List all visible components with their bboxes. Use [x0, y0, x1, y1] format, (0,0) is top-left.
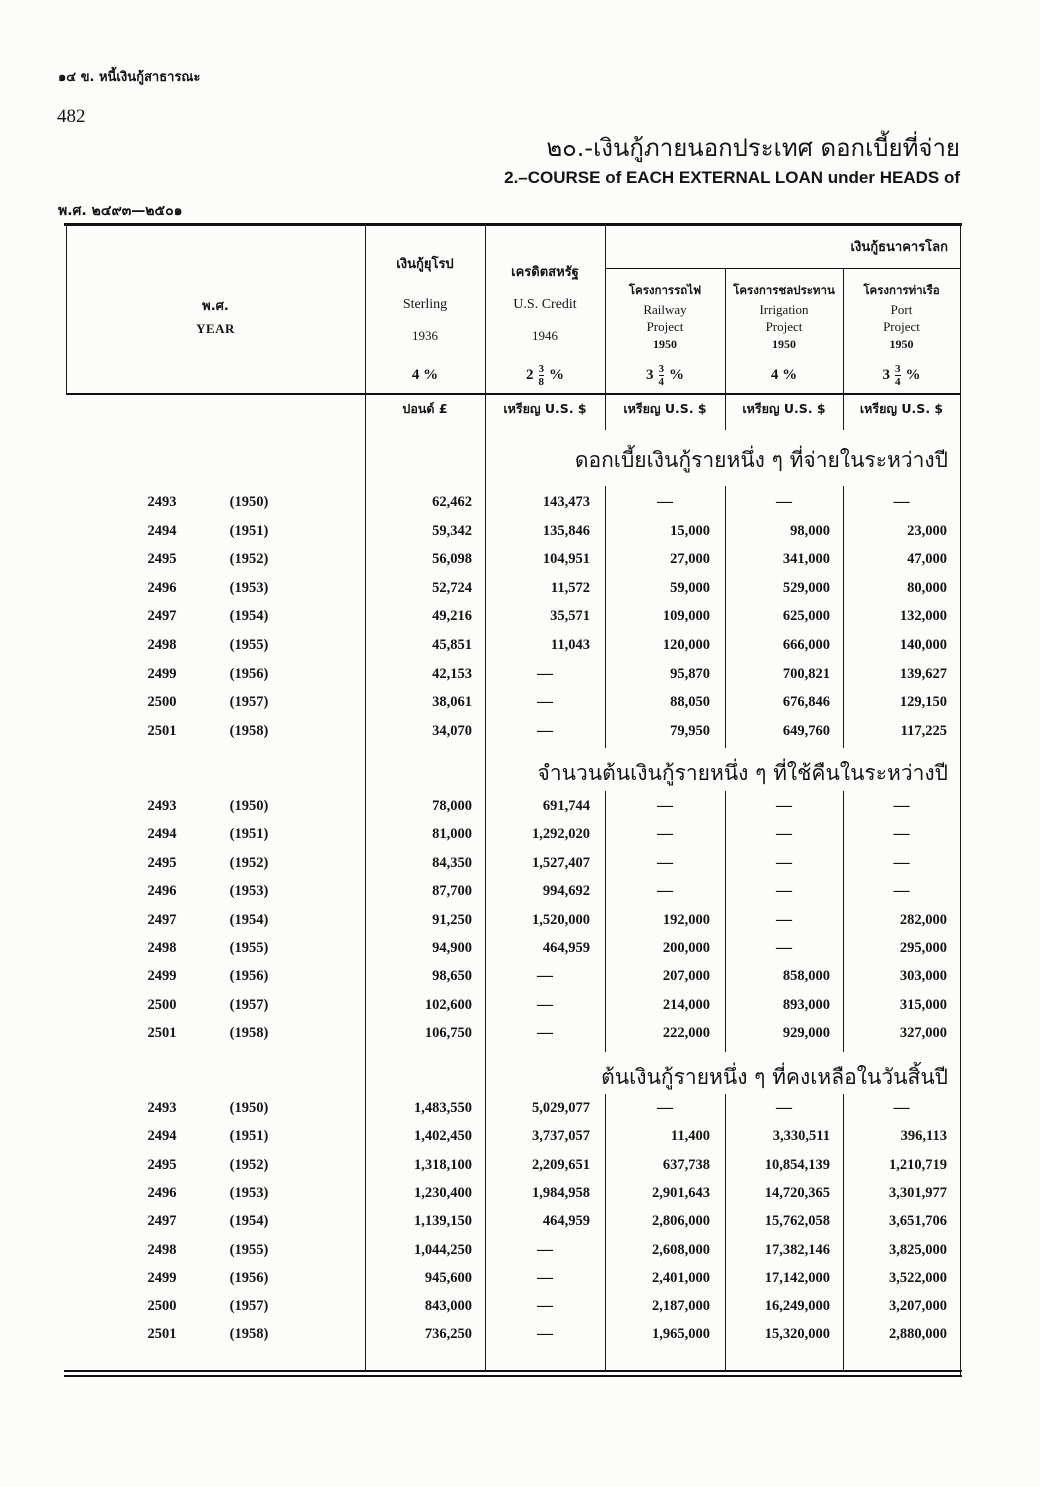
cell-us-credit: 1,984,958 [532, 1184, 590, 1201]
railway-header-project: Project [646, 319, 684, 334]
table-row [0, 1211, 1040, 1231]
cell-us-credit: 1,292,020 [532, 826, 590, 843]
cell-irrigation: 16,249,000 [764, 1298, 830, 1315]
cell-port: 1,210,719 [889, 1156, 947, 1173]
table-row [0, 1268, 1040, 1288]
cell-port: 132,000 [899, 608, 947, 625]
cell-sterling: 102,600 [424, 996, 472, 1013]
table-row [0, 1324, 1040, 1344]
period-label: พ.ศ. ๒๔๙๓—๒๕๐๑ [58, 203, 183, 219]
cell-year-ce: (1953) [229, 579, 269, 596]
cell-year-be: 2497 [147, 608, 177, 625]
cell-port: — [893, 882, 910, 900]
cell-irrigation: 15,320,000 [764, 1326, 830, 1343]
irrigation-header-year: 1950 [772, 337, 796, 351]
cell-year-ce: (1957) [229, 694, 269, 711]
cell-year-ce: (1956) [229, 968, 269, 985]
cell-us-credit: 104,951 [542, 551, 590, 568]
cell-irrigation: — [776, 882, 792, 900]
cell-year-be: 2500 [147, 694, 177, 711]
cell-year-ce: (1953) [229, 1184, 269, 1201]
cell-irrigation: 14,720,365 [764, 1184, 830, 1201]
irrigation-rate [725, 362, 843, 388]
section-title: ต้นเงินกู้รายหนึ่ง ๆ ที่คงเหลือในวันสิ้นปี [601, 1065, 948, 1089]
cell-us-credit: 35,571 [550, 608, 590, 625]
cell-year-ce: (1954) [229, 1213, 269, 1230]
table-row [0, 1240, 1040, 1260]
cell-irrigation: — [776, 797, 792, 814]
cell-sterling: 91,250 [432, 911, 472, 928]
cell-irrigation: 15,762,058 [764, 1213, 830, 1230]
us-credit-rate [485, 362, 605, 388]
cell-port: 315,000 [899, 996, 947, 1013]
cell-year-ce: (1955) [229, 637, 269, 653]
cell-port: 327,000 [899, 1025, 947, 1042]
table-row [0, 1126, 1040, 1146]
cell-year-be: 2497 [147, 1213, 177, 1230]
cell-railway: — [657, 1099, 673, 1116]
cell-us-credit: 2,209,651 [532, 1156, 590, 1173]
cell-us-credit: — [537, 664, 553, 682]
rate-sign: % [782, 367, 798, 383]
cell-sterling: 62,462 [432, 494, 472, 510]
us-credit-header-english: U.S. Credit [513, 297, 577, 312]
irrigation-header-thai: โครงการชลประทาน [733, 283, 835, 297]
cell-port: 303,000 [899, 968, 947, 985]
rate-sign: % [905, 367, 921, 383]
cell-railway: 120,000 [662, 637, 710, 653]
table-row [0, 635, 1040, 655]
rate-whole: 2 [526, 367, 534, 383]
cell-year-ce: (1952) [229, 854, 269, 871]
cell-year-ce: (1955) [229, 940, 269, 956]
cell-year-be: 2495 [147, 1156, 177, 1173]
cell-sterling: 42,153 [432, 665, 472, 682]
cell-us-credit: — [537, 721, 553, 739]
cell-sterling: 945,600 [424, 1269, 472, 1286]
cell-railway: 15,000 [670, 522, 710, 539]
cell-railway: 88,050 [670, 694, 710, 711]
sterling-header-english: Sterling [402, 297, 448, 312]
table-row [0, 606, 1040, 626]
cell-irrigation: 666,000 [782, 637, 830, 653]
table-row [0, 1098, 1040, 1118]
cell-port: 3,522,000 [889, 1269, 947, 1286]
cell-port: 140,000 [899, 637, 947, 653]
cell-year-be: 2494 [147, 522, 177, 539]
cell-sterling: 38,061 [432, 694, 472, 711]
table-row [0, 1155, 1040, 1175]
table-row [0, 938, 1040, 958]
cell-railway: 79,950 [670, 722, 710, 739]
table-bottom-rule [64, 1370, 962, 1372]
irrigation-header-project: Project [765, 319, 803, 334]
rate-sign: % [423, 367, 439, 383]
rate-numerator: 3 [895, 362, 901, 375]
cell-year-be: 2501 [147, 1025, 177, 1042]
cell-year-ce: (1953) [229, 883, 269, 900]
cell-irrigation: 649,760 [782, 722, 830, 739]
cell-irrigation: — [776, 1099, 792, 1116]
cell-year-be: 2498 [147, 1241, 177, 1258]
cell-sterling: 81,000 [432, 826, 472, 843]
year-header-english: YEAR [196, 321, 235, 336]
cell-us-credit: — [537, 1268, 553, 1286]
cell-year-be: 2499 [147, 665, 177, 682]
cell-sterling: 45,851 [432, 637, 472, 653]
railway-header-year: 1950 [653, 337, 677, 351]
cell-port: — [893, 1099, 910, 1116]
cell-sterling: 52,724 [432, 579, 472, 596]
cell-year-ce: (1952) [229, 551, 269, 568]
table-row [0, 824, 1040, 844]
cell-irrigation: 98,000 [790, 522, 830, 539]
cell-railway: 109,000 [662, 608, 710, 625]
irrigation-header-english: Irrigation [759, 302, 809, 317]
cell-year-be: 2500 [147, 1298, 177, 1315]
cell-railway: — [657, 797, 673, 814]
cell-sterling: 736,250 [424, 1326, 472, 1343]
section-title: จำนวนต้นเงินกู้รายหนึ่ง ๆ ที่ใช้คืนในระหว่างปี [537, 761, 948, 785]
cell-port: 3,207,000 [889, 1298, 947, 1315]
cell-us-credit: 11,043 [550, 637, 590, 653]
cell-year-be: 2496 [147, 579, 177, 596]
railway-header-english: Railway [643, 302, 687, 317]
cell-irrigation: 17,382,146 [764, 1241, 830, 1258]
cell-port: 23,000 [907, 522, 947, 539]
cell-sterling: 1,318,100 [414, 1156, 472, 1173]
cell-us-credit: — [537, 967, 553, 985]
cell-year-ce: (1952) [229, 1156, 269, 1173]
rate-denominator: 4 [895, 375, 901, 388]
cell-port: 47,000 [907, 551, 947, 568]
cell-year-be: 2494 [147, 1128, 177, 1145]
cell-railway: 207,000 [662, 968, 710, 985]
cell-port: — [893, 853, 910, 871]
rate-sign: % [549, 367, 564, 383]
cell-railway: 2,806,000 [652, 1213, 710, 1230]
table-row [0, 664, 1040, 684]
year-header-thai: พ.ศ. [202, 299, 229, 314]
cell-irrigation: 341,000 [782, 551, 830, 568]
railway-rate [605, 362, 725, 388]
port-header-english: Port [890, 302, 913, 317]
running-head: ๑๔ ข. หนี้เงินกู้สาธารณะ [58, 70, 201, 85]
table-row [0, 549, 1040, 569]
rate-numerator: 3 [538, 362, 544, 375]
cell-railway: 214,000 [662, 996, 710, 1013]
cell-us-credit: — [537, 693, 553, 711]
cell-year-be: 2499 [147, 968, 177, 985]
sterling-header-thai: เงินกู้ยุโรป [396, 257, 454, 272]
table-row [0, 881, 1040, 901]
cell-railway: 2,187,000 [652, 1298, 710, 1315]
cell-port: 3,825,000 [889, 1241, 947, 1258]
cell-year-ce: (1954) [229, 911, 269, 928]
cell-year-be: 2498 [147, 637, 177, 653]
cell-year-ce: (1955) [229, 1241, 269, 1258]
cell-sterling: 94,900 [432, 940, 472, 956]
world-bank-header: เงินกู้ธนาคารโลก [850, 240, 948, 255]
cell-port: 80,000 [907, 579, 947, 596]
rate-fraction [539, 364, 545, 388]
cell-sterling: 49,216 [432, 608, 472, 625]
world-bank-group-rule [605, 268, 961, 269]
cell-us-credit: 464,959 [542, 940, 590, 956]
rate-whole: 3 [646, 367, 654, 383]
cell-irrigation: — [776, 910, 792, 928]
rate-whole: 3 [882, 367, 890, 383]
cell-railway: 200,000 [662, 940, 710, 956]
table-bottom-rule-2 [64, 1375, 962, 1377]
cell-year-be: 2496 [147, 1184, 177, 1201]
cell-irrigation: — [776, 853, 792, 871]
cell-railway: 637,738 [662, 1156, 710, 1173]
cell-port: — [893, 493, 910, 510]
cell-year-be: 2494 [147, 826, 177, 843]
title-english: 2.–COURSE of EACH EXTERNAL LOAN under HEADS of [504, 168, 960, 187]
cell-sterling: 98,650 [432, 968, 472, 985]
cell-port: 117,225 [900, 722, 947, 739]
cell-year-be: 2499 [147, 1269, 177, 1286]
cell-year-ce: (1950) [229, 494, 269, 510]
table-row [0, 692, 1040, 712]
cell-us-credit: 143,473 [542, 494, 590, 510]
cell-railway: 27,000 [670, 551, 710, 568]
cell-railway: — [657, 853, 673, 871]
table-row [0, 995, 1040, 1015]
cell-year-be: 2496 [147, 883, 177, 900]
cell-irrigation: 529,000 [782, 579, 830, 596]
cell-railway: — [657, 493, 673, 510]
sterling-header-year: 1936 [412, 328, 438, 343]
cell-railway: 2,401,000 [652, 1269, 710, 1286]
cell-sterling: 1,402,450 [414, 1128, 472, 1145]
unit-irrigation: เหรียญ U.S. $ [742, 401, 826, 416]
table-row [0, 910, 1040, 930]
rate-whole: 4 [411, 367, 420, 383]
cell-port: 295,000 [899, 940, 947, 956]
cell-railway: — [657, 882, 673, 900]
cell-irrigation: — [776, 825, 792, 843]
page-number: 482 [57, 106, 86, 127]
cell-irrigation: 893,000 [782, 996, 830, 1013]
cell-year-be: 2500 [147, 996, 177, 1013]
cell-railway: 59,000 [670, 579, 710, 596]
table-top-rule [64, 223, 962, 226]
cell-railway: 192,000 [662, 911, 710, 928]
cell-irrigation: 10,854,139 [764, 1156, 830, 1173]
cell-sterling: 34,070 [432, 722, 472, 739]
cell-railway: 222,000 [662, 1025, 710, 1042]
table-row [0, 853, 1040, 873]
cell-sterling: 1,139,150 [414, 1213, 472, 1230]
cell-sterling: 106,750 [424, 1025, 472, 1042]
cell-irrigation: 17,142,000 [764, 1269, 830, 1286]
unit-port: เหรียญ U.S. $ [859, 401, 944, 416]
table-row [0, 796, 1040, 816]
cell-port: 3,301,977 [889, 1184, 947, 1201]
header-bottom-rule [66, 393, 961, 395]
cell-us-credit: 1,527,407 [532, 854, 590, 871]
port-rate [843, 362, 960, 388]
cell-port: — [893, 825, 910, 843]
cell-us-credit: 464,959 [542, 1213, 590, 1230]
cell-us-credit: — [537, 1297, 553, 1315]
cell-year-be: 2501 [147, 1326, 177, 1343]
cell-railway: 2,608,000 [652, 1241, 710, 1258]
cell-port: 396,113 [900, 1128, 947, 1145]
cell-year-be: 2495 [147, 854, 177, 871]
table-row [0, 721, 1040, 741]
cell-us-credit: 691,744 [542, 798, 590, 814]
cell-railway: 95,870 [670, 665, 710, 682]
cell-year-be: 2495 [147, 551, 177, 568]
title-thai: ๒๐.-เงินกู้ภายนอกประเทศ ดอกเบี้ยที่จ่าย [546, 134, 960, 162]
cell-port: 139,627 [899, 665, 947, 682]
rate-whole: 4 [770, 367, 779, 383]
cell-us-credit: 11,572 [550, 579, 590, 596]
cell-us-credit: — [537, 1325, 553, 1343]
rate-denominator: 8 [538, 375, 544, 388]
cell-port: 129,150 [899, 694, 947, 711]
cell-year-be: 2493 [147, 494, 177, 510]
cell-year-ce: (1954) [229, 608, 269, 625]
cell-year-ce: (1951) [229, 522, 269, 539]
cell-sterling: 84,350 [432, 854, 472, 871]
rate-fraction [659, 364, 665, 388]
cell-year-ce: (1958) [229, 1326, 269, 1343]
cell-year-be: 2497 [147, 911, 177, 928]
cell-railway: — [657, 825, 673, 843]
cell-port: 2,880,000 [889, 1326, 947, 1343]
cell-irrigation: 858,000 [782, 968, 830, 985]
cell-port: 282,000 [899, 911, 947, 928]
cell-sterling: 87,700 [432, 883, 472, 900]
unit-railway: เหรียญ U.S. $ [623, 401, 707, 416]
cell-year-ce: (1956) [229, 1269, 269, 1286]
rate-sign: % [669, 367, 684, 383]
cell-year-be: 2498 [147, 940, 177, 956]
cell-year-be: 2501 [147, 722, 177, 739]
cell-irrigation: 676,846 [782, 694, 830, 711]
cell-port: 3,651,706 [889, 1213, 947, 1230]
cell-sterling: 59,342 [432, 522, 472, 539]
cell-irrigation: — [776, 493, 792, 510]
table-row [0, 1296, 1040, 1316]
cell-sterling: 843,000 [424, 1298, 472, 1315]
cell-irrigation: 625,000 [782, 608, 830, 625]
table-row [0, 1183, 1040, 1203]
cell-sterling: 78,000 [432, 798, 472, 814]
us-credit-header-thai: เครดิตสหรัฐ [511, 265, 579, 280]
cell-irrigation: 3,330,511 [772, 1128, 830, 1145]
cell-us-credit: 3,737,057 [532, 1128, 590, 1145]
cell-us-credit: — [537, 1240, 553, 1258]
port-header-year: 1950 [889, 337, 914, 351]
table-row [0, 966, 1040, 986]
cell-sterling: 1,230,400 [414, 1184, 472, 1201]
rate-numerator: 3 [658, 362, 664, 375]
railway-header-thai: โครงการรถไฟ [628, 283, 702, 297]
cell-year-ce: (1958) [229, 1025, 269, 1042]
cell-year-be: 2493 [147, 798, 177, 814]
cell-year-ce: (1950) [229, 1100, 269, 1116]
cell-sterling: 56,098 [432, 551, 472, 568]
us-credit-header-year: 1946 [532, 328, 558, 343]
table-row [0, 521, 1040, 541]
cell-railway: 11,400 [670, 1128, 710, 1145]
cell-us-credit: 135,846 [542, 522, 590, 539]
cell-sterling: 1,483,550 [414, 1100, 472, 1116]
sterling-rate [365, 362, 485, 388]
table-row [0, 1023, 1040, 1043]
table-row [0, 578, 1040, 598]
unit-us-credit: เหรียญ U.S. $ [503, 401, 587, 416]
cell-year-ce: (1951) [229, 826, 269, 843]
port-header-project: Project [883, 319, 920, 334]
cell-irrigation: 700,821 [782, 665, 830, 682]
cell-year-ce: (1950) [229, 798, 269, 814]
cell-us-credit: — [537, 995, 553, 1013]
cell-year-ce: (1951) [229, 1128, 269, 1145]
table-row [0, 492, 1040, 512]
cell-year-be: 2493 [147, 1100, 177, 1116]
rate-fraction [895, 364, 901, 388]
cell-irrigation: — [776, 939, 792, 956]
cell-year-ce: (1958) [229, 722, 269, 739]
cell-year-ce: (1956) [229, 665, 269, 682]
port-header-thai: โครงการท่าเรือ [863, 283, 940, 297]
cell-railway: 1,965,000 [652, 1326, 710, 1343]
cell-us-credit: 1,520,000 [532, 911, 590, 928]
cell-us-credit: 994,692 [542, 883, 590, 900]
cell-us-credit: — [537, 1024, 553, 1042]
rate-denominator: 4 [658, 375, 664, 388]
cell-port: — [893, 797, 910, 814]
cell-us-credit: 5,029,077 [532, 1100, 590, 1116]
cell-year-ce: (1957) [229, 996, 269, 1013]
unit-sterling: ปอนด์ £ [402, 401, 448, 416]
cell-irrigation: 929,000 [782, 1025, 830, 1042]
cell-railway: 2,901,643 [652, 1184, 710, 1201]
cell-year-ce: (1957) [229, 1298, 269, 1315]
cell-sterling: 1,044,250 [414, 1241, 472, 1258]
section-title: ดอกเบี้ยเงินกู้รายหนึ่ง ๆ ที่จ่ายในระหว่างปี [574, 448, 948, 472]
